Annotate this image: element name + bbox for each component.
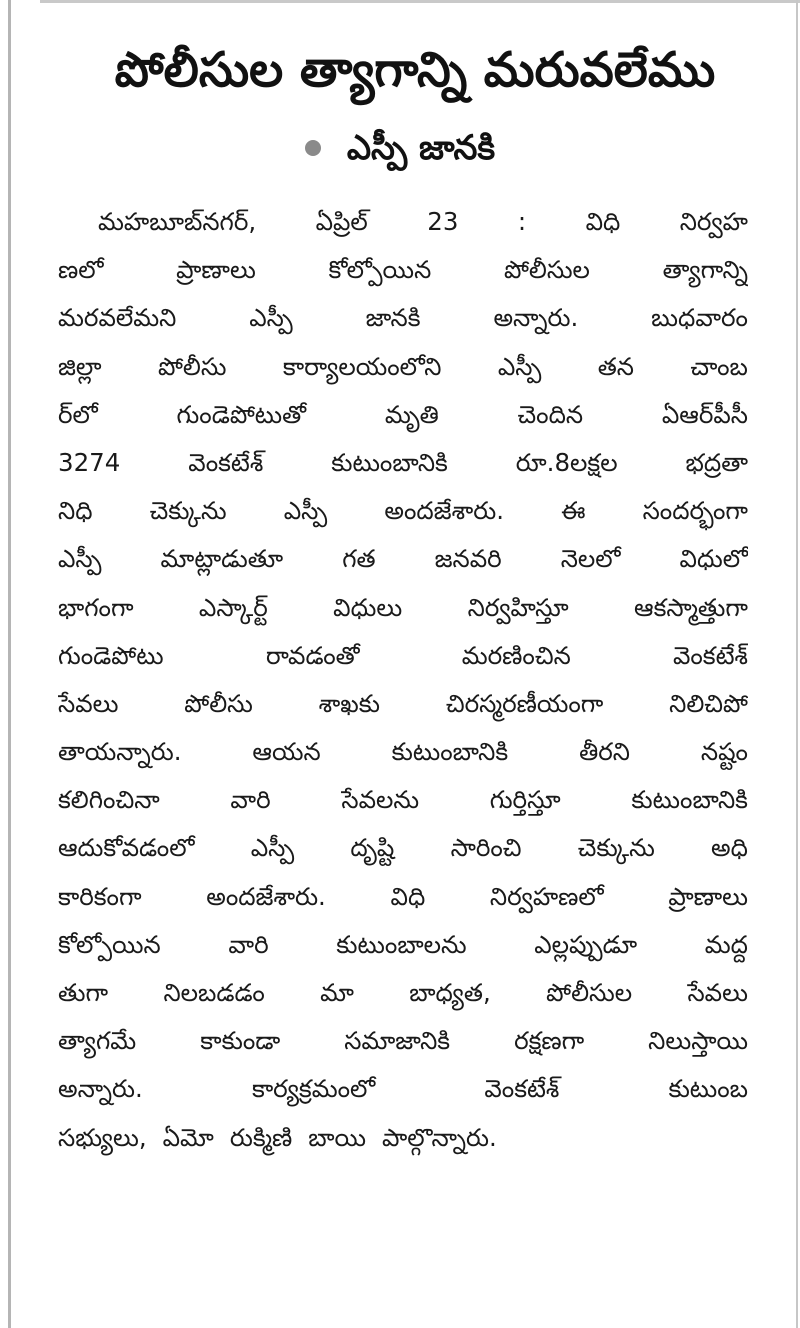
article-line: తుగా నిలబడడం మా బాధ్యత, పోలీసుల సేవలు: [58, 978, 748, 1007]
article-body: [58, 198, 748, 1162]
right-column-rule: [796, 0, 798, 1328]
article-line: 3274 వెంకటేశ్ కుటుంబానికి రూ.8లక్షల భద్రతా: [58, 447, 748, 477]
article-line: కలిగించినా వారి సేవలను గుర్తిస్తూ కుటుంబానికి: [58, 785, 748, 815]
article-line: జిల్లా పోలీసు కార్యాలయంలోని ఎస్పీ తన చాంబ: [58, 351, 748, 381]
article-line: ఎస్పీ మాట్లాడుతూ గత జనవరి నెలలో విధులో: [58, 544, 748, 574]
article-line: భాగంగా ఎస్కార్ట్ విధులు నిర్వహిస్తూ ఆకస్మాత్తుగా: [58, 592, 748, 622]
article-line: నిధి చెక్కును ఎస్పీ అందజేశారు. ఈ సందర్భంగా: [58, 496, 748, 526]
article-line: మహబూబ్‌నగర్, ఏప్రిల్ 23 : విధి నిర్వహ: [98, 207, 748, 236]
article-line: ణలో ప్రాణాలు కోల్పోయిన పోలీసుల త్యాగాన్ని: [58, 255, 748, 285]
article-line: ఆదుకోవడంలో ఎస్పీ దృష్టి సారించి చెక్కును అధి: [58, 833, 748, 863]
article-line: కోల్పోయిన వారి కుటుంబాలను ఎల్లప్పుడూ మద్ద: [58, 929, 748, 959]
article-line: మరవలేమని ఎస్పీ జానకి అన్నారు. బుధవారం: [58, 303, 748, 333]
article-line: సభ్యులు, ఏమో రుక్మిణి బాయి పాల్గొన్నారు.: [58, 1122, 497, 1152]
bullet-icon: [305, 140, 321, 156]
headline: పోలీసుల త్యాగాన్ని మరువలేము: [114, 42, 716, 98]
top-border-rule: [40, 0, 800, 3]
article-line: కారికంగా అందజేశారు. విధి నిర్వహణలో ప్రాణాలు: [58, 881, 748, 911]
article-line: ర్‌లో గుండెపోటుతో మృతి చెందిన ఏఆర్‌పీసీ: [58, 399, 748, 429]
byline: [0, 122, 800, 174]
article-line: సేవలు పోలీసు శాఖకు చిరస్మరణీయంగా నిలిచిపో: [58, 688, 748, 718]
article-line: త్యాగమే కాకుండా సమాజానికి రక్షణగా నిలుస్తాయి: [58, 1026, 748, 1056]
article-line: తాయన్నారు. ఆయన కుటుంబానికి తీరని నష్టం: [58, 737, 748, 767]
article-line: గుండెపోటు రావడంతో మరణించిన వెంకటేశ్: [58, 640, 748, 670]
left-column-rule: [8, 0, 11, 1328]
byline-text: ఎస్పీ జానకి: [346, 128, 496, 168]
article-line: అన్నారు. కార్యక్రమంలో వెంకటేశ్ కుటుంబ: [58, 1074, 748, 1104]
